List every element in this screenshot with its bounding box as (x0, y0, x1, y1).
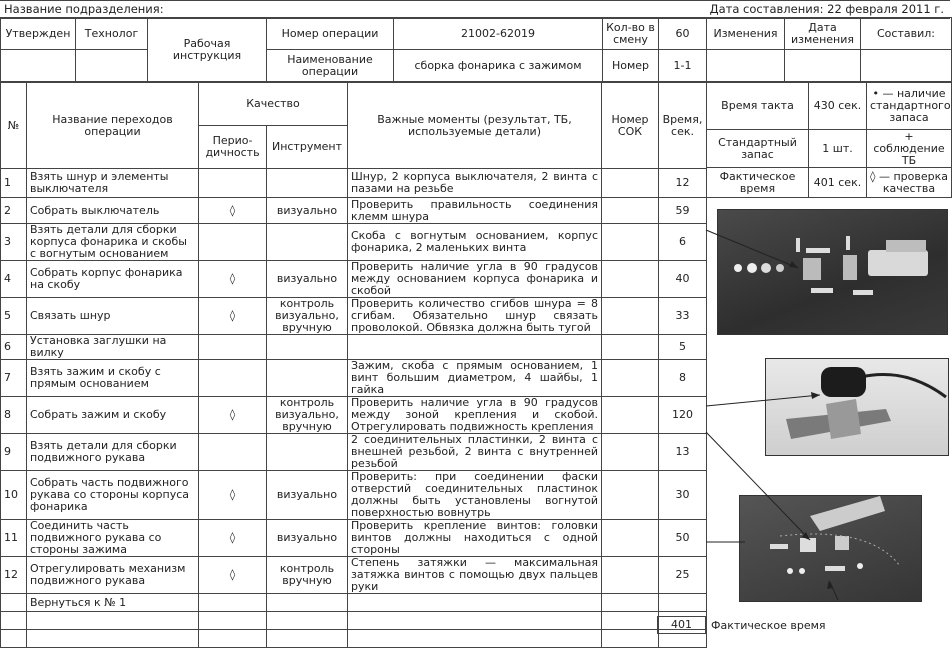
row-step-name: Собрать зажим и скобу (27, 397, 199, 434)
row-key-points: Шнур, 2 корпуса выключателя, 2 винта с пазами на резьбе (348, 169, 602, 198)
row-step-name: Связать шнур (27, 298, 199, 335)
total-time-table (657, 616, 706, 634)
actual-value: 401 сек. (809, 168, 867, 198)
row-periodicity: ◊ (199, 298, 267, 335)
row-number: 12 (1, 557, 27, 594)
takt-label: Время такта (707, 83, 809, 130)
row-periodicity: ◊ (199, 471, 267, 520)
qty-shift-label: Кол-во в смену (603, 18, 659, 50)
row-time: 25 (659, 557, 707, 594)
row-step-name: Вернуться к № 1 (27, 594, 199, 612)
row-periodicity: ◊ (199, 557, 267, 594)
col-tool: Инструмент (267, 126, 348, 169)
op-number-label: Номер операции (267, 18, 394, 50)
row-step-name: Собрать часть подвижного рукава со стороны корпуса фонарика (27, 471, 199, 520)
row-tool: визуально (267, 261, 348, 298)
row-number: 2 (1, 198, 27, 224)
row-step-name: Взять зажим и скобу с прямым основанием (27, 360, 199, 397)
date-label: Дата составления: 22 февраля 2011 г. (709, 2, 944, 16)
row-key-points: Проверить правильность соединения клемм шнура (348, 198, 602, 224)
row-time: 33 (659, 298, 707, 335)
row-periodicity: ◊ (199, 198, 267, 224)
op-number-value: 21002-62019 (394, 18, 603, 50)
std-stock-legend: • — наличие стандартного запаса (867, 83, 952, 130)
row-number: 3 (1, 224, 27, 261)
row-time: 6 (659, 224, 707, 261)
op-name-label: Наименование операции (267, 50, 394, 82)
std-stock-label: Стандартный запас (707, 130, 809, 168)
row-periodicity: ◊ (199, 520, 267, 557)
row-step-name: Взять детали для сборки подвижного рукава (27, 434, 199, 471)
work-instruction-cell: Рабочая инструкция (148, 18, 267, 82)
row-number: 9 (1, 434, 27, 471)
quality-legend: ◊ — проверка качества (867, 168, 952, 198)
row-tool: контроль визуально, вручную (267, 298, 348, 335)
col-num: № (1, 83, 27, 169)
changes-label: Изменения (707, 18, 785, 50)
col-step-name: Название переходов операции (27, 83, 199, 169)
std-stock-value: 1 шт. (809, 130, 867, 168)
row-periodicity: ◊ (199, 261, 267, 298)
row-time: 40 (659, 261, 707, 298)
row-key-points: Зажим, скоба с прямым основанием, 1 винт большим диаметром, 4 шайбы, 1 гайка (348, 360, 602, 397)
row-tool: контроль визуально, вручную (267, 397, 348, 434)
row-key-points: Проверить наличие угла в 90 градусов между основанием корпуса фонарика и скобой (348, 261, 602, 298)
number-label: Номер (603, 50, 659, 82)
row-time: 13 (659, 434, 707, 471)
row-key-points: Скоба с вогнутым основанием, корпус фонарика, 2 маленьких винта (348, 224, 602, 261)
col-key-points: Важные моменты (результат, ТБ, используемые детали) (348, 83, 602, 169)
row-key-points: Проверить: при соединении фаски отверстий соединительных пластинок должны быть установлены вогнутой поверхностью вовнутрь (348, 471, 602, 520)
row-number: 7 (1, 360, 27, 397)
number-value: 1-1 (659, 50, 707, 82)
row-time: 5 (659, 335, 707, 360)
row-key-points: 2 соединительных пластинки, 2 винта с внешней резьбой, 2 винта с внутренней резьбой (348, 434, 602, 471)
takt-value: 430 сек. (809, 83, 867, 130)
row-step-name: Взять детали для сборки корпуса фонарика и скобы с вогнутым основанием (27, 224, 199, 261)
approved-cell: Утвержден (1, 18, 76, 50)
row-key-points: Проверить наличие угла в 90 градусов между зоной крепления и скобой. Отрегулировать подвижность крепления (348, 397, 602, 434)
row-tool: визуально (267, 198, 348, 224)
row-number: 8 (1, 397, 27, 434)
row-number: 1 (1, 169, 27, 198)
actual-label: Фактическое время (707, 168, 809, 198)
row-time: 30 (659, 471, 707, 520)
row-tool: визуально (267, 520, 348, 557)
row-step-name: Соединить часть подвижного рукава со стороны зажима (27, 520, 199, 557)
row-number: 5 (1, 298, 27, 335)
row-tool: контроль вручную (267, 557, 348, 594)
row-tool: визуально (267, 471, 348, 520)
row-step-name: Отрегулировать механизм подвижного рукава (27, 557, 199, 594)
row-step-name: Установка заглушки на вилку (27, 335, 199, 360)
row-step-name: Собрать корпус фонарика на скобу (27, 261, 199, 298)
row-key-points: Проверить крепление винтов: головки винтов должны находиться с одной стороны (348, 520, 602, 557)
row-time: 12 (659, 169, 707, 198)
row-time: 50 (659, 520, 707, 557)
col-sok: Номер СОК (602, 83, 659, 169)
row-key-points: Проверить количество сгибов шнура = 8 сгибам. Обязательно шнур связать проволокой. Обвязка должна быть тугой (348, 298, 602, 335)
row-number: 6 (1, 335, 27, 360)
row-time: 59 (659, 198, 707, 224)
total-time-value: 401 (658, 617, 706, 634)
compiled-label: Составил: (861, 18, 952, 50)
row-time: 8 (659, 360, 707, 397)
row-number: 11 (1, 520, 27, 557)
row-step-name: Взять шнур и элементы выключателя (27, 169, 199, 198)
qty-shift-value: 60 (659, 18, 707, 50)
row-time: 120 (659, 397, 707, 434)
technologist-cell: Технолог (76, 18, 148, 50)
op-name-value: сборка фонарика с зажимом (394, 50, 603, 82)
row-periodicity: ◊ (199, 397, 267, 434)
safety-legend: + соблюдение ТБ (867, 130, 952, 168)
change-date-label: Дата изменения (785, 18, 861, 50)
row-number: 10 (1, 471, 27, 520)
row-key-points: Степень затяжки — максимальная затяжка винтов с помощью двух пальцев руки (348, 557, 602, 594)
department-label: Название подразделения: (4, 2, 164, 16)
col-time: Время, сек. (659, 83, 707, 169)
row-number: 4 (1, 261, 27, 298)
col-periodicity: Перио-дичность (199, 126, 267, 169)
actual-time-footer-label: Фактическое время (711, 619, 826, 632)
row-step-name: Собрать выключатель (27, 198, 199, 224)
col-quality: Качество (199, 83, 348, 126)
